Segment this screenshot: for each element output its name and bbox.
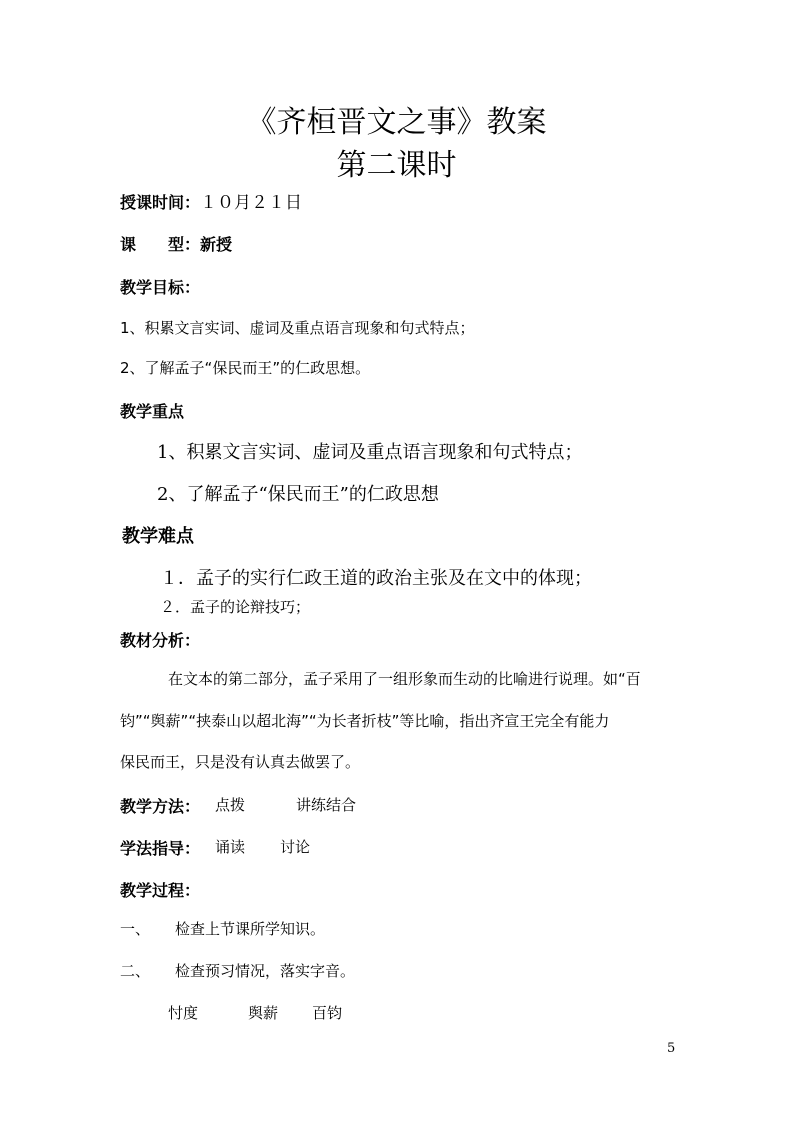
time-value: １０月２１日 [200,193,303,213]
focus-item: 2、了解孟子“保民而王”的仁政思想 [157,484,439,505]
guidance-label: 学法指导： [120,839,201,858]
difficulty-item: １．孟子的实行仁政王道的政治主张及在文中的体现； [160,568,592,589]
goals-item: 2、了解孟子“保民而王”的仁政思想。 [120,359,371,377]
time-label: 授课时间： [120,193,201,212]
difficulty-item: ２．孟子的论辩技巧； [160,598,311,616]
analysis-line: 在文本的第二部分，孟子采用了一组形象而生动的比喻进行说理。如“百 [168,670,641,688]
method-row [120,794,200,817]
page-subtitle: 第二课时 [336,148,457,183]
type-value: 新授 [200,235,233,254]
process-step-text: 检查预习情况，落实字音。 [175,962,356,980]
type-row [120,232,232,255]
analysis-line: 钧”“舆薪”“挟泰山以超北海”“为长者折枝”等比喻，指出齐宣王完全有能力 [120,712,610,730]
focus-heading: 教学重点 [120,402,185,421]
guidance-item: 讨论 [280,838,311,856]
process-word: 百钧 [312,1004,343,1022]
process-step-num: 二、 [120,962,151,980]
difficulty-heading: 教学难点 [122,526,194,547]
process-heading: 教学过程： [120,881,201,900]
type-label: 课 型： [120,235,201,254]
page-title: 《齐桓晋文之事》教案 [246,105,547,140]
method-label: 教学方法： [120,797,201,816]
process-step-num: 一、 [120,920,151,938]
process-word: 舆薪 [248,1004,279,1022]
time-row [120,188,302,213]
process-step-text: 检查上节课所学知识。 [175,920,326,938]
method-item: 讲练结合 [296,796,357,814]
guidance-row [120,836,200,859]
focus-item: 1、积累文言实词、虚词及重点语言现象和句式特点； [157,442,583,463]
guidance-item: 诵读 [215,838,246,856]
analysis-line: 保民而王，只是没有认真去做罢了。 [120,753,361,771]
analysis-heading: 教材分析： [120,631,201,650]
page-number: 5 [667,1041,676,1056]
process-word: 忖度 [168,1004,199,1022]
goals-heading: 教学目标： [120,278,201,297]
goals-item: 1、积累文言实词、虚词及重点语言现象和句式特点； [120,319,475,337]
method-item: 点拨 [215,796,246,814]
